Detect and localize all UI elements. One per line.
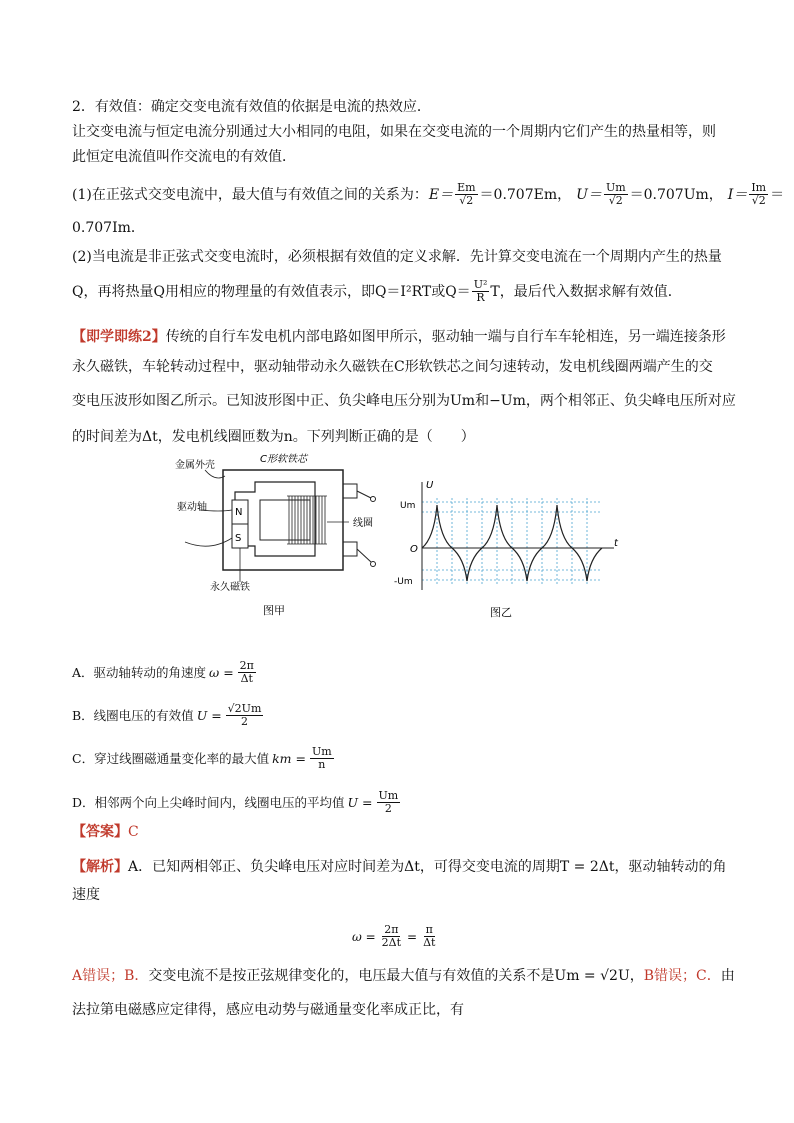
exercise-l1: 传统的自行车发电机内部电路如图甲所示，驱动轴一端与自行车车轮相连，另一端连接条形 <box>165 329 726 345</box>
intro-line-3: 此恒定电流值叫作交流电的有效值． <box>72 149 296 165</box>
option-b-text: B．线圈电压的有效值 <box>72 707 194 723</box>
intro-line-5: 0.707Im． <box>72 220 145 236</box>
analysis-line-4: 法拉第电磁感应定律得，感应电动势与磁通量变化率成正比，有 <box>72 1002 464 1018</box>
analysis-line-3 <box>72 966 735 986</box>
analysis-l3-red: A错误；B． <box>72 968 149 984</box>
option-b <box>72 703 264 728</box>
intro-l4-i: I＝ <box>727 186 748 203</box>
eq-lhs: ω = <box>352 929 376 944</box>
exercise-line-1 <box>72 327 726 347</box>
caption-a: 图甲 <box>263 604 285 617</box>
label-coil: 线圈 <box>353 518 373 529</box>
analysis-l1: A．已知两相邻正、负尖峰电压对应时间差为Δt，可得交变电流的周期T = 2Δt，驱动轴转动的角 <box>128 859 727 875</box>
eq-mid: = <box>407 929 418 944</box>
intro-l4-prefix: (1)在正弦式交变电流中，最大值与有效值之间的关系为： <box>72 186 428 203</box>
label-shell: 金属外壳 <box>175 460 215 471</box>
coil-windings <box>287 496 327 544</box>
frac-i: $\frac{Im}{√2}$ <box>751 181 767 207</box>
option-a <box>72 660 257 685</box>
answer-label: 【答案】 <box>72 824 128 840</box>
intro-l4-e: E＝ <box>428 186 454 203</box>
intro-line-7 <box>72 279 682 304</box>
option-c <box>72 746 335 771</box>
analysis-label: 【解析】 <box>72 859 128 875</box>
terminal-bottom <box>343 542 357 556</box>
frac-u: $\frac{Um}{√2}$ <box>605 181 626 207</box>
eq-frac-1: $\frac{2\pi}{2\Delta t}$ <box>381 923 402 949</box>
caption-b: 图乙 <box>490 606 512 618</box>
option-c-text: C．穿过线圈磁通量变化率的最大值 <box>72 750 270 766</box>
option-c-expr: km = <box>272 750 306 766</box>
origin: O <box>410 544 418 555</box>
axis-u: U <box>426 480 434 491</box>
answer-line <box>72 822 139 842</box>
intro-l4-e-tail: ＝0.707Em， <box>479 186 572 203</box>
intro-l7-suffix: T，最后代入数据求解有效值． <box>490 283 682 300</box>
magnet-s: S <box>235 533 242 544</box>
eq-frac-2: $\frac{\pi}{\Delta t}$ <box>423 923 436 949</box>
option-d-text: D．相邻两个向上尖峰时间内，线圈电压的平均值 <box>72 794 345 810</box>
option-a-frac: $\frac{2\pi}{\Delta t}$ <box>239 659 254 685</box>
analysis-l3-red2: B错误；C． <box>643 968 721 984</box>
analysis-line-2: 速度 <box>72 887 100 903</box>
answer-value: C <box>128 824 139 840</box>
intro-line-1: 2．有效值：确定交变电流有效值的依据是电流的热效应． <box>72 99 431 115</box>
label-neg-um: -Um <box>394 577 413 587</box>
intro-line-4 <box>72 182 784 207</box>
option-b-expr: U = <box>196 707 222 723</box>
frac-q: $\frac{\text{U²}}{R}$ <box>473 278 488 304</box>
magnet-n: N <box>235 507 243 518</box>
option-d <box>72 790 401 815</box>
option-d-expr: U = <box>347 794 373 810</box>
frac-e: $\frac{Em}{√2}$ <box>457 181 476 207</box>
option-a-expr: ω = <box>209 664 234 680</box>
label-um: Um <box>400 501 416 511</box>
analysis-l3-tail: 由 <box>720 968 735 984</box>
analysis-l3-black: 交变电流不是按正弦规律变化的，电压最大值与有效值的关系不是Um = √2U， <box>148 968 644 984</box>
exercise-line-2: 永久磁铁，车轮转动过程中，驱动轴带动永久磁铁在C形软铁芯之间匀速转动，发电机线圈两端产生的交 <box>72 359 713 375</box>
option-b-frac: $\frac{√2Um}{2}$ <box>227 702 262 728</box>
terminal-top <box>343 484 357 498</box>
option-a-text: A．驱动轴转动的角速度 <box>72 664 207 680</box>
figure-waveform <box>392 478 622 618</box>
intro-line-2: 让交变电流与恒定电流分别通过大小相同的电阻，如果在交变电流的一个周期内它们产生的热量相等，则 <box>72 124 716 140</box>
intro-l4-u-tail: ＝0.707Um， <box>629 186 723 203</box>
option-d-frac: $\frac{Um}{2}$ <box>378 789 399 815</box>
exercise-line-3: 变电压波形如图乙所示。已知波形图中正、负尖峰电压分别为Um和−Um，两个相邻正、负尖峰电压所对应 <box>72 393 736 409</box>
option-c-frac: $\frac{Um}{n}$ <box>311 745 332 771</box>
exercise-tag: 【即学即练2】 <box>72 329 166 345</box>
axis-t: t <box>614 538 618 549</box>
figure-generator <box>165 452 395 617</box>
intro-l4-u: U＝ <box>576 186 602 203</box>
intro-l4-i-tail: ＝ <box>770 186 785 203</box>
analysis-equation <box>352 924 438 949</box>
label-magnet: 永久磁铁 <box>210 582 250 593</box>
intro-line-6: (2)当电流是非正弦式交变电流时，必须根据有效值的定义求解．先计算交变电流在一个周期内产生的热量 <box>72 249 722 265</box>
exercise-line-4: 的时间差为Δt，发电机线圈匝数为n。下列判断正确的是（ ） <box>72 429 475 445</box>
analysis-line-1 <box>72 857 726 877</box>
label-shaft: 驱动轴 <box>177 502 207 513</box>
intro-l7-prefix: Q，再将热量Q用相应的物理量的有效值表示，即Q＝I²RT或Q＝ <box>72 283 471 300</box>
core-gap <box>260 500 310 540</box>
grid <box>422 498 602 584</box>
label-core: C形软铁芯 <box>260 454 307 465</box>
